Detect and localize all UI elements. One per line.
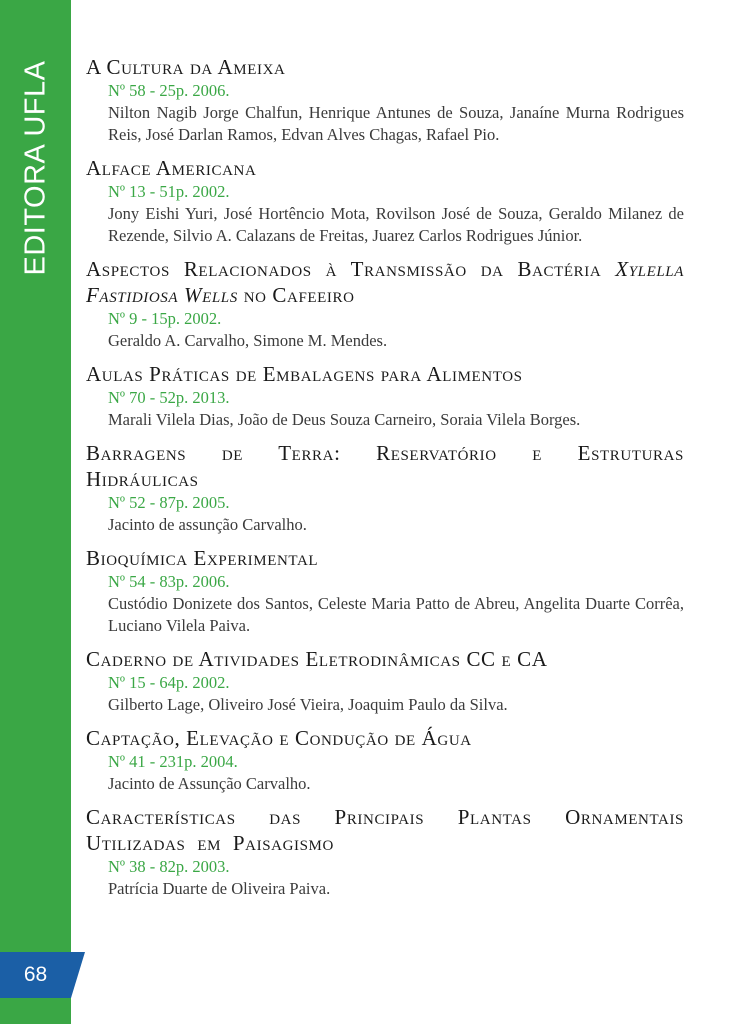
entry-meta: Nº 41 - 231p. 2004. [108,752,238,771]
entry-meta: Nº 38 - 82p. 2003. [108,857,230,876]
entry-authors: Geraldo A. Carvalho, Simone M. Mendes. [108,331,388,350]
entry-authors: Marali Vilela Dias, João de Deus Souza Carneiro, Soraia Vilela Borges. [108,410,581,429]
catalog-entry [86,54,684,146]
page-number-box [0,952,71,998]
entry-title-prefix: Aspectos Relacionados à Transmissão da Bactéria [86,257,616,281]
entry-meta: Nº 54 - 83p. 2006. [108,572,230,591]
catalog-entry [86,646,684,716]
entry-title: Barragens de Terra: Reservatório e Estruturas Hidráulicas [86,441,684,491]
entry-authors: Patrícia Duarte de Oliveira Paiva. [108,879,331,898]
entry-meta: Nº 58 - 25p. 2006. [108,81,230,100]
entry-title: Captação, Elevação e Condução de Água [86,726,472,750]
entry-title [86,256,684,308]
entry-authors: Gilberto Lage, Oliveiro José Vieira, Joaquim Paulo da Silva. [108,695,508,714]
entry-meta: Nº 15 - 64p. 2002. [108,673,230,692]
entry-meta: Nº 52 - 87p. 2005. [108,493,230,512]
publisher-label: EDITORA UFLA [19,60,52,276]
catalog-entry [86,804,684,900]
sidebar-label-area [0,0,71,290]
catalog-entry [86,361,684,431]
entry-meta: Nº 13 - 51p. 2002. [108,182,230,201]
entry-meta: Nº 9 - 15p. 2002. [108,309,222,328]
entry-title: Aulas Práticas de Embalagens para Alimentos [86,362,523,386]
entry-authors: Jony Eishi Yuri, José Hortêncio Mota, Rovilson José de Souza, Geraldo Milanez de Rezende, Silvio A. Calazans de Freitas, Juarez Carlos Rodrigues Júnior. [108,204,684,245]
page-number: 68 [23,963,48,986]
entry-title-italic: Xylella Fastidiosa Wells [86,257,684,307]
catalog-entry [86,155,684,247]
entry-title: Características das Principais Plantas Ornamentais Utilizadas em Paisagismo [86,805,684,855]
catalog-entry [86,256,684,352]
entry-meta: Nº 70 - 52p. 2013. [108,388,230,407]
catalog-entry [86,725,684,795]
entry-authors: Nilton Nagib Jorge Chalfun, Henrique Antunes de Souza, Janaíne Murna Rodrigues Reis, José Darlan Ramos, Edvan Alves Chagas, Rafael Pio. [108,103,684,144]
entry-title: Alface Americana [86,156,257,180]
entry-title: Caderno de Atividades Eletrodinâmicas CC e CA [86,647,548,671]
entry-authors: Custódio Donizete dos Santos, Celeste Maria Patto de Abreu, Angelita Duarte Corrêa, Luciano Vilela Paiva. [108,594,684,635]
entry-title-suffix: no Cafeeiro [237,283,355,307]
catalog-entry [86,545,684,637]
entry-title: A Cultura da Ameixa [86,55,286,79]
entry-title: Bioquímica Experimental [86,546,319,570]
catalog-list [86,54,684,909]
sidebar [0,0,71,1024]
entry-authors: Jacinto de Assunção Carvalho. [108,774,311,793]
catalog-entry [86,440,684,536]
entry-authors: Jacinto de assunção Carvalho. [108,515,307,534]
